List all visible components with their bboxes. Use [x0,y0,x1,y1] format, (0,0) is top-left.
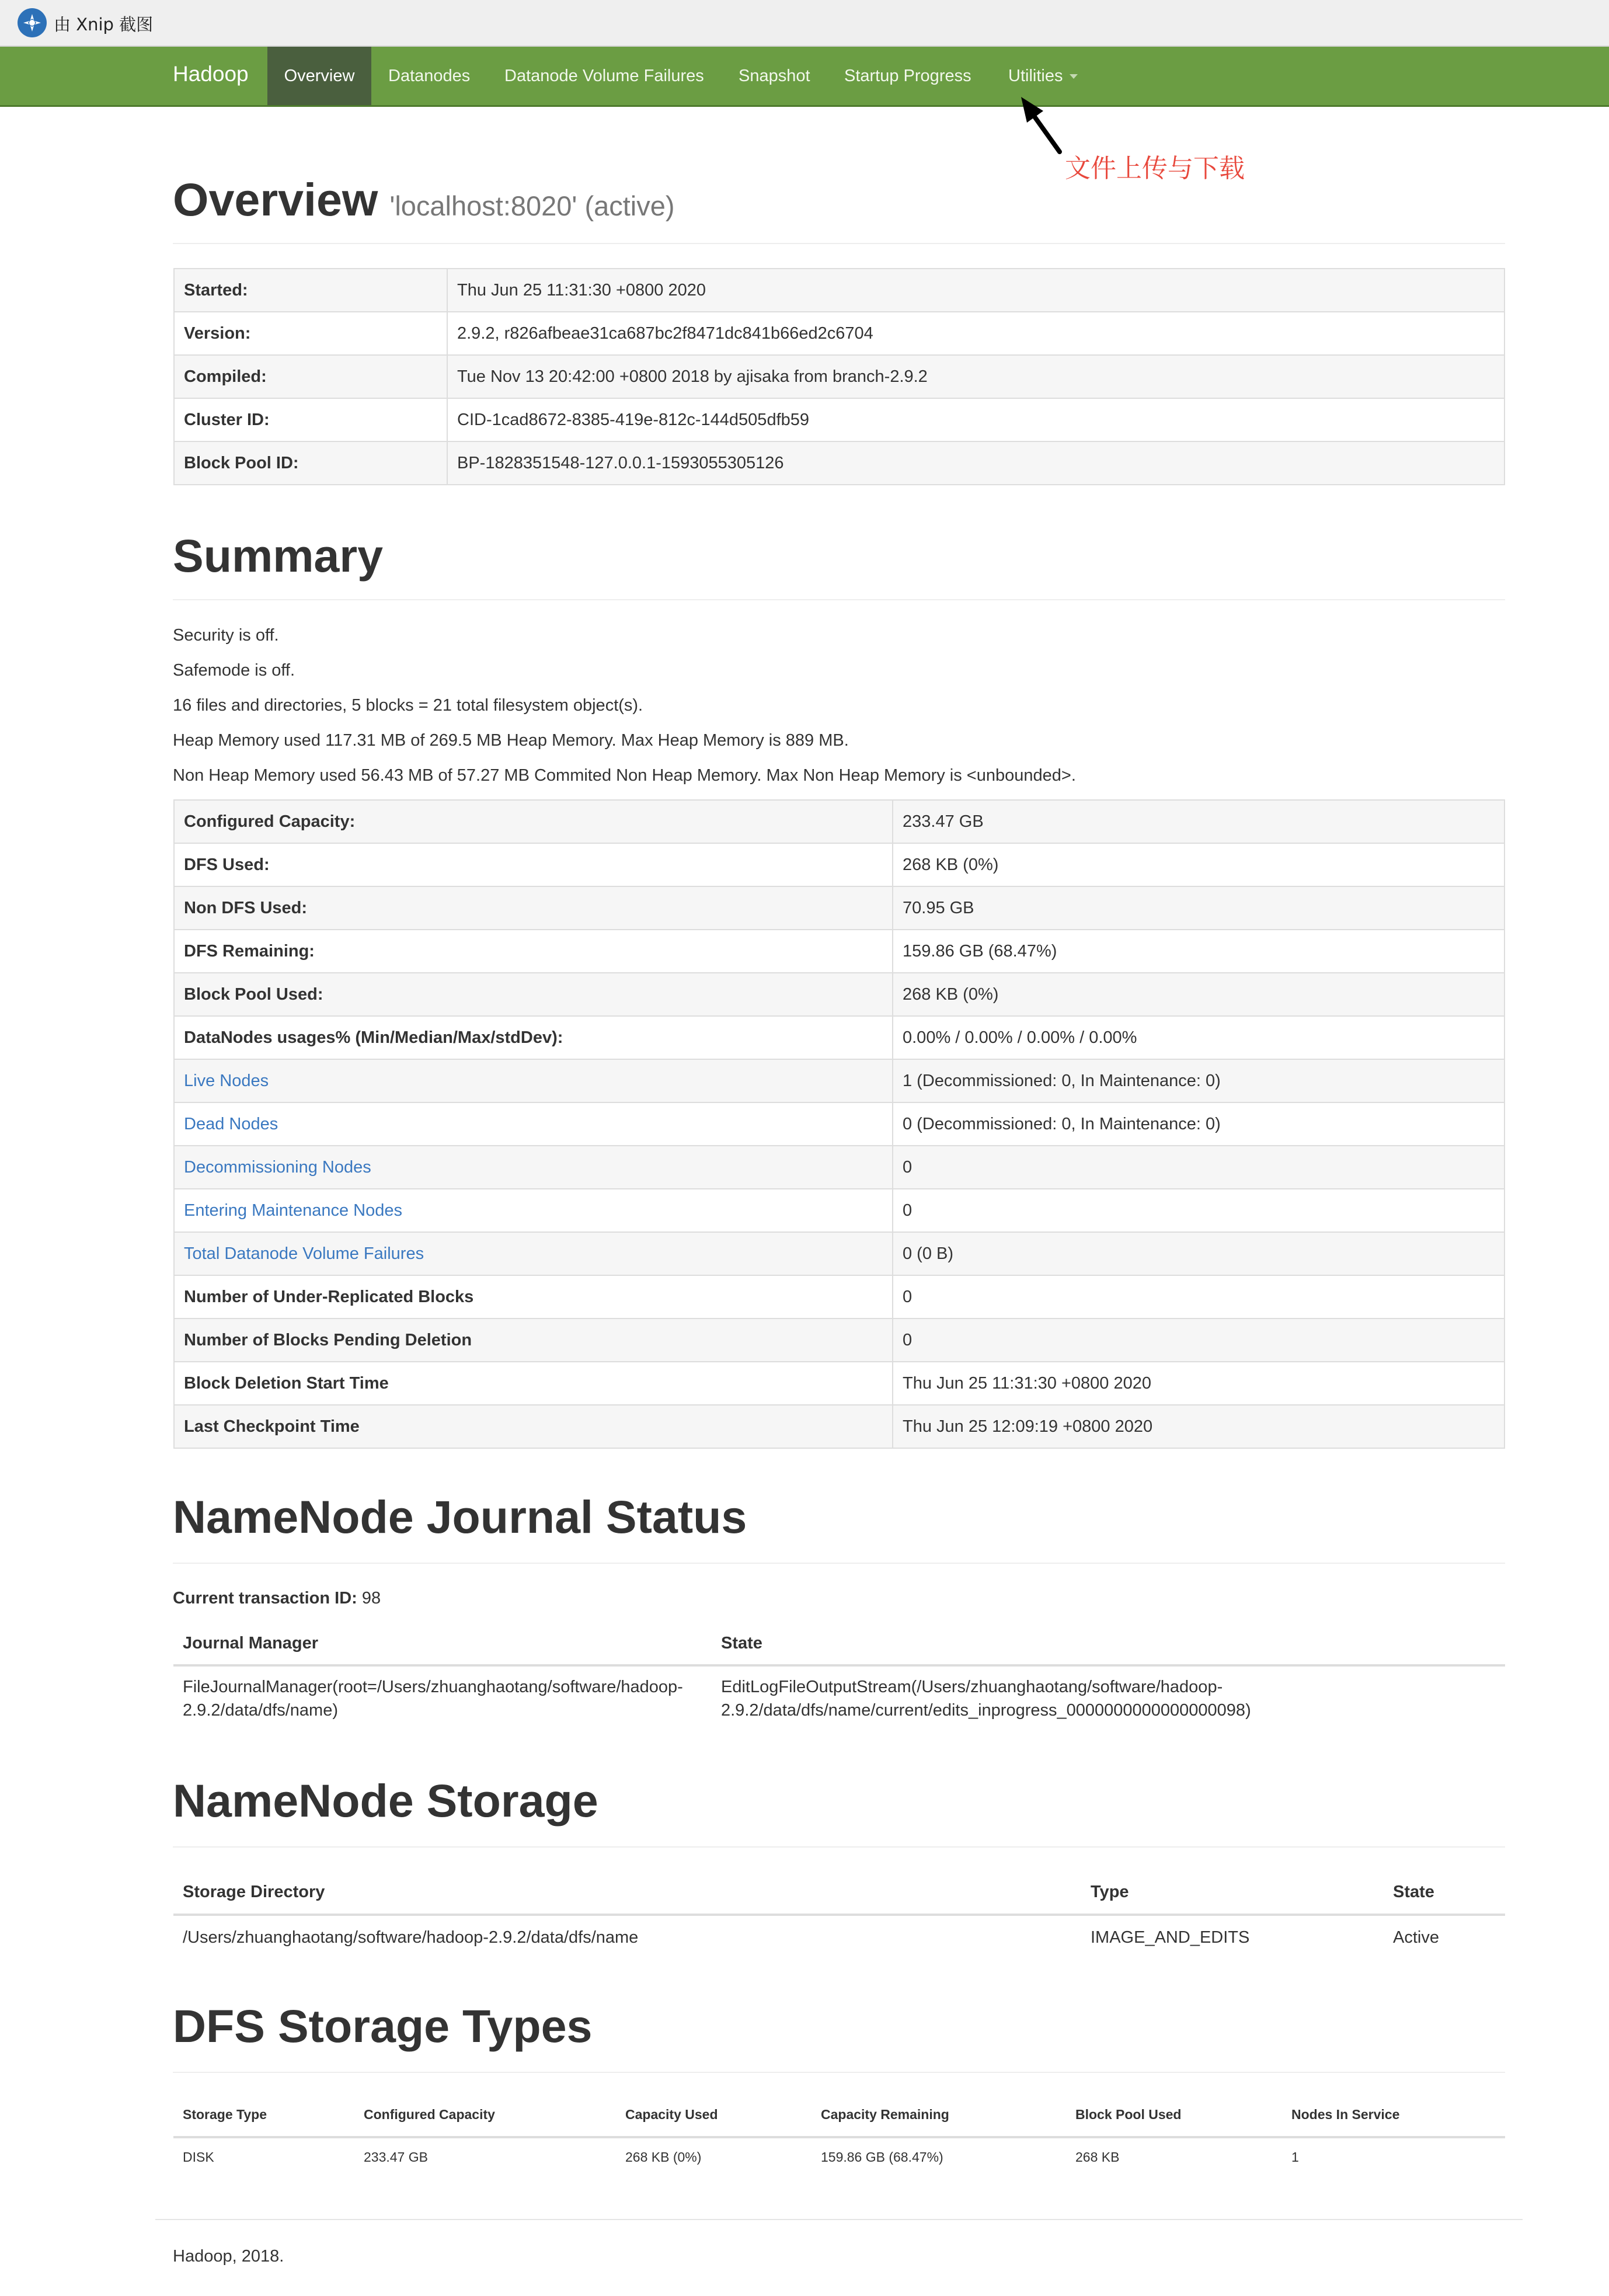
row-key-cell [174,1146,893,1189]
overview-table [173,268,1505,485]
row-key: Block Pool ID: [174,441,447,485]
row-value: 70.95 GB [893,886,1504,930]
column-header: Storage Type [173,2093,354,2137]
table-row [174,1102,1504,1146]
table-row [174,800,1504,843]
table-row [174,843,1504,886]
table-row [173,1665,1505,1731]
brand-hadoop[interactable]: Hadoop [173,62,249,86]
divider [173,1846,1505,1848]
divider [173,2072,1505,2073]
row-key: Started: [174,269,447,312]
column-header: Nodes In Service [1282,2093,1505,2137]
nav-datanode-volume-failures[interactable]: Datanode Volume Failures [504,67,704,85]
table-cell: 268 KB [1075,2149,1120,2165]
xnip-logo-icon [18,8,47,37]
table-row [174,1189,1504,1232]
table-cell: IMAGE_AND_EDITS [1091,1928,1250,1947]
row-key: Cluster ID: [174,398,447,441]
txid-value: 98 [361,1589,381,1608]
row-value: 233.47 GB [893,800,1504,843]
journal-title: NameNode Journal Status [173,1491,747,1543]
row-value: 0 (Decommissioned: 0, In Maintenance: 0) [893,1102,1504,1146]
table-header-row [173,2093,1505,2137]
row-value: 0.00% / 0.00% / 0.00% / 0.00% [893,1016,1504,1059]
row-value: Thu Jun 25 12:09:19 +0800 2020 [893,1405,1504,1448]
divider [173,243,1505,244]
top-navbar [0,47,1609,107]
nav-overview[interactable]: Overview [267,47,371,105]
table-row [174,1275,1504,1319]
row-value: 159.86 GB (68.47%) [893,930,1504,973]
capture-bar [0,0,1609,47]
table-row [173,2137,1505,2176]
row-value: 0 [893,1146,1504,1189]
summary-line: Non Heap Memory used 56.43 MB of 57.27 MB Commited Non Heap Memory. Max Non Heap Memory is <unbounded>. [173,766,1076,785]
table-row [174,886,1504,930]
nav-snapshot[interactable]: Snapshot [739,67,810,85]
column-header: Storage Directory [173,1870,1081,1915]
dfs-storage-types-table [173,2093,1505,2176]
overview-subtitle: 'localhost:8020' (active) [389,190,675,221]
entering-maintenance-nodes-link[interactable]: Entering Maintenance Nodes [184,1201,403,1220]
row-value: CID-1cad8672-8385-419e-812c-144d505dfb59 [447,398,1504,441]
txid-label: Current transaction ID: [173,1589,357,1608]
storage-title: NameNode Storage [173,1775,598,1827]
column-header: State [1384,1870,1505,1915]
nav-utilities-label: Utilities [1008,67,1063,85]
row-key: Number of Blocks Pending Deletion [174,1319,893,1362]
row-value: Tue Nov 13 20:42:00 +0800 2018 by ajisaka from branch-2.9.2 [447,355,1504,398]
column-header: State [712,1622,1505,1665]
total-volume-failures-link[interactable]: Total Datanode Volume Failures [184,1244,424,1263]
table-row [174,1362,1504,1405]
table-row [174,269,1504,312]
column-header: Capacity Used [616,2093,812,2137]
table-row [174,441,1504,485]
row-value: BP-1828351548-127.0.0.1-1593055305126 [447,441,1504,485]
row-key: Block Pool Used: [174,973,893,1016]
column-header: Journal Manager [173,1622,712,1665]
divider [173,1563,1505,1564]
table-row [174,1146,1504,1189]
dead-nodes-link[interactable]: Dead Nodes [184,1114,278,1133]
table-row [174,1232,1504,1275]
row-value: Thu Jun 25 11:31:30 +0800 2020 [447,269,1504,312]
summary-line: Security is off. [173,626,279,645]
row-value: 0 [893,1189,1504,1232]
journal-state-cell: EditLogFileOutputStream(/Users/zhuanghaotang/software/hadoop-2.9.2/data/dfs/name/current/edits_inprogress_0000000000000000098) [721,1678,1251,1720]
table-cell: DISK [183,2149,214,2165]
column-header: Type [1081,1870,1384,1915]
row-value: 2.9.2, r826afbeae31ca687bc2f8471dc841b66ed2c6704 [447,312,1504,355]
row-key: Last Checkpoint Time [174,1405,893,1448]
annotation-arrow-icon [1019,93,1071,158]
table-row [174,312,1504,355]
row-key-cell [174,1102,893,1146]
decommissioning-nodes-link[interactable]: Decommissioning Nodes [184,1157,371,1177]
summary-line: Safemode is off. [173,661,295,680]
row-value: 268 KB (0%) [893,843,1504,886]
column-header: Block Pool Used [1066,2093,1282,2137]
table-header-row [173,1622,1505,1665]
journal-table [173,1622,1505,1731]
table-cell: 233.47 GB [364,2149,428,2165]
row-key: Block Deletion Start Time [174,1362,893,1405]
table-row [174,1059,1504,1102]
table-row [173,1915,1505,1959]
divider [173,599,1505,600]
row-key: Compiled: [174,355,447,398]
column-header: Configured Capacity [354,2093,616,2137]
annotation-upload-download: 文件上传与下载 [1065,154,1245,183]
capture-title: 由 Xnip 截图 [54,15,154,34]
row-value: Thu Jun 25 11:31:30 +0800 2020 [893,1362,1504,1405]
table-cell: /Users/zhuanghaotang/software/hadoop-2.9.2/data/dfs/name [183,1928,639,1947]
row-key: Non DFS Used: [174,886,893,930]
column-header: Capacity Remaining [812,2093,1066,2137]
row-key: Configured Capacity: [174,800,893,843]
nav-startup-progress[interactable]: Startup Progress [844,67,971,85]
summary-line: 16 files and directories, 5 blocks = 21 total filesystem object(s). [173,696,643,715]
storage-table [173,1870,1505,1959]
summary-line: Heap Memory used 117.31 MB of 269.5 MB Heap Memory. Max Heap Memory is 889 MB. [173,731,849,750]
row-key: DFS Remaining: [174,930,893,973]
row-key-cell [174,1232,893,1275]
table-cell: Active [1393,1928,1439,1947]
table-cell: 1 [1291,2149,1299,2165]
row-value: 268 KB (0%) [893,973,1504,1016]
dfs-storage-types-title: DFS Storage Types [173,2000,593,2052]
table-row [174,398,1504,441]
table-row [174,355,1504,398]
row-value: 1 (Decommissioned: 0, In Maintenance: 0) [893,1059,1504,1102]
row-value: 0 [893,1275,1504,1319]
overview-title: Overview [173,173,378,225]
table-row [174,1319,1504,1362]
nav-datanodes[interactable]: Datanodes [388,67,471,85]
live-nodes-link[interactable]: Live Nodes [184,1071,269,1090]
journal-manager-cell: FileJournalManager(root=/Users/zhuanghaotang/software/hadoop-2.9.2/data/dfs/name) [183,1678,683,1720]
footer-text: Hadoop, 2018. [173,2247,284,2266]
table-header-row [173,1870,1505,1915]
summary-title: Summary [173,530,384,582]
row-key: DFS Used: [174,843,893,886]
overview-heading [173,173,675,227]
summary-table [173,799,1505,1449]
table-row [174,1405,1504,1448]
table-cell: 159.86 GB (68.47%) [821,2149,943,2165]
table-row [174,1016,1504,1059]
table-row [174,973,1504,1016]
row-key-cell [174,1189,893,1232]
chevron-down-icon [1070,74,1078,79]
row-value: 0 [893,1319,1504,1362]
footer-divider [155,2219,1523,2220]
table-cell: 268 KB (0%) [625,2149,702,2165]
row-key: DataNodes usages% (Min/Median/Max/stdDev): [174,1016,893,1059]
row-key: Version: [174,312,447,355]
row-value: 0 (0 B) [893,1232,1504,1275]
row-key-cell [174,1059,893,1102]
row-key: Number of Under-Replicated Blocks [174,1275,893,1319]
table-row [174,930,1504,973]
current-transaction-id [173,1589,381,1608]
